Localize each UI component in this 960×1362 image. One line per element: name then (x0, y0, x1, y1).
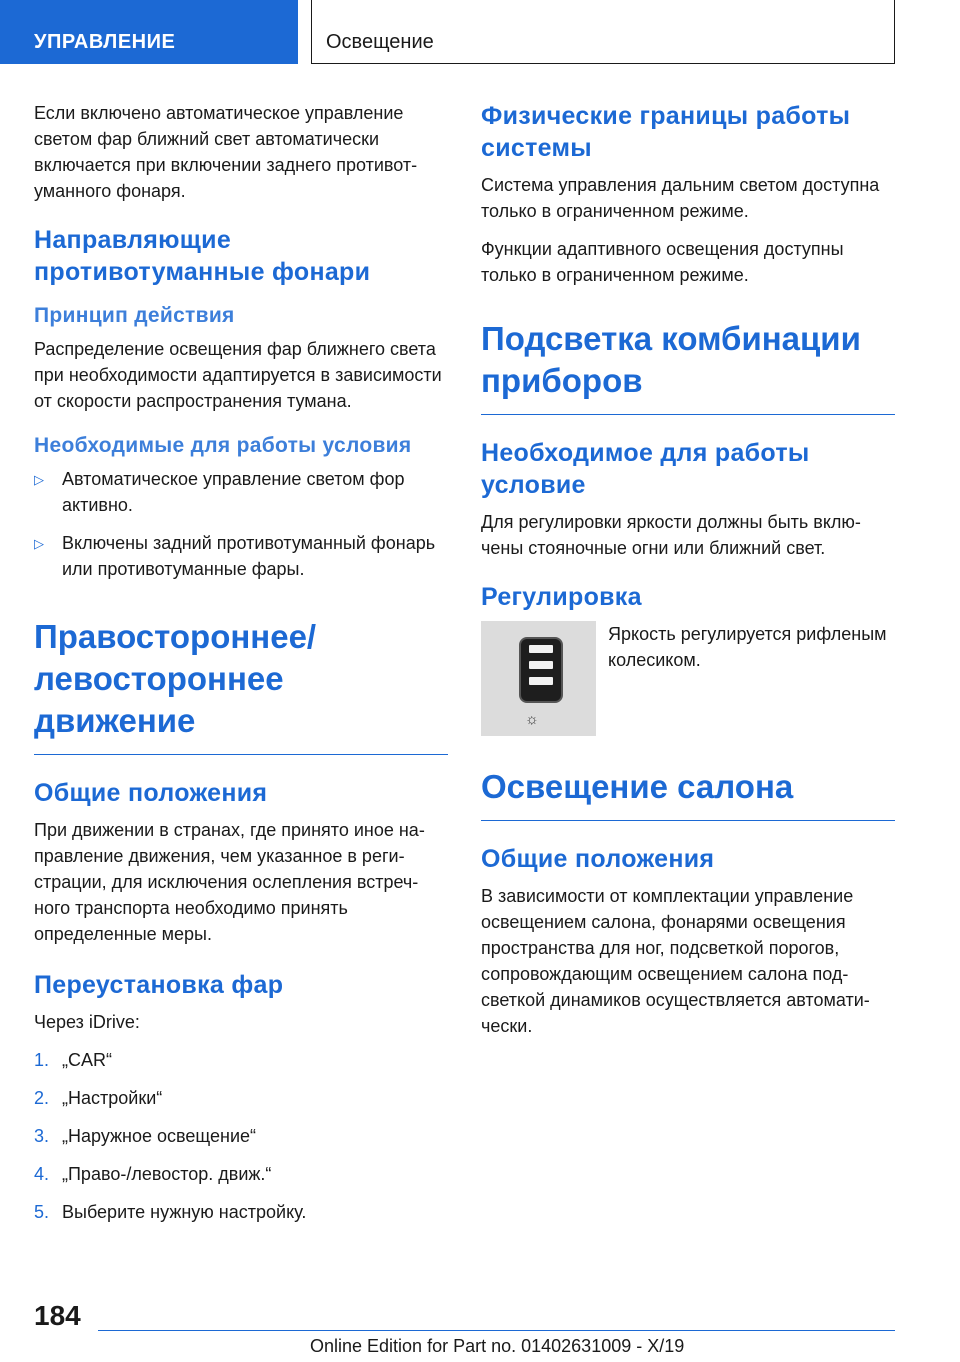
step-item: 5. Выберите нужную настройку. (34, 1202, 307, 1222)
instrument-lighting-heading: Подсветка комбинации приборов (481, 318, 895, 415)
step-item: 3. „Наружное освещение“ (34, 1126, 257, 1146)
limits-paragraph-2: Функции адаптивного освещения доступны только в ограниченном режиме. (481, 239, 844, 285)
list-item: ▷ Включены задний противотуманный фонарь или противотуманные фары. (34, 530, 448, 582)
reset-heading: Переустановка фар (34, 971, 284, 999)
limits-paragraph-1: Система управления дальним светом доступна только в ограниченном режиме. (481, 175, 880, 221)
principle-heading: Принцип действия (34, 304, 235, 327)
step-item: 4. „Право-/левостор. движ.“ (34, 1164, 272, 1184)
adjust-row (481, 621, 895, 736)
triangle-bullet-icon: ▷ (34, 472, 44, 487)
thumbwheel-photo (481, 621, 596, 736)
interior-lighting-heading: Освещение салона (481, 766, 895, 821)
step-item: 2. „Настройки“ (34, 1088, 163, 1108)
right-column (481, 100, 895, 1051)
requirement-paragraph: Для регулировки яркости должны быть включены стояночные огни или ближний свет. (481, 512, 861, 558)
traffic-heading: Правостороннее/ левостороннее движение (34, 616, 448, 755)
brightness-icon: ☼ (525, 711, 539, 728)
left-column (34, 100, 448, 1237)
triangle-bullet-icon: ▷ (34, 536, 44, 551)
chapter-tab: УПРАВЛЕНИЕ (0, 0, 298, 64)
general-paragraph: При движении в странах, где принято иное направление движения, чем указанное в регистрации, для исключения ослепления встречного транспорта необходимо принять определенные меры. (34, 820, 425, 944)
interior-paragraph: В зависимости от комплектации управление освещением салона, фонарями освещения пространства для ног, подсветкой порогов, сопровождающим освещением салона подсветкой динамиков осуществляется автоматически. (481, 886, 870, 1036)
requirement-heading: Необходимое для работы условие (481, 439, 810, 499)
thumbwheel (519, 637, 563, 703)
edition-text: Online Edition for Part no. 01402631009 - X/19 (310, 1336, 685, 1356)
list-item: ▷ Автоматическое управление светом фор активно. (34, 466, 448, 518)
via-idrive-text: Через iDrive: (34, 1012, 140, 1032)
section-title: Освещение (311, 0, 895, 64)
adjust-heading: Регулировка (481, 583, 642, 611)
footer-divider (98, 1330, 895, 1331)
adjust-paragraph: Яркость регулируется рифленым колесиком. (608, 624, 887, 670)
fog-lights-heading: Направляющие противотуманные фонари (34, 226, 371, 286)
intro-paragraph: Если включено автоматическое управление светом фар ближний свет автоматически включается при включении заднего противотуманного фонаря. (34, 103, 418, 201)
interior-general-heading: Общие положения (481, 845, 715, 873)
limits-heading: Физические границы работы системы (481, 102, 851, 162)
conditions-heading: Необходимые для работы условия (34, 434, 412, 457)
principle-paragraph: Распределение освещения фар ближнего света при необходимости адаптируется в зависимости от скорости распространения тумана. (34, 339, 442, 411)
step-item: 1. „CAR“ (34, 1050, 112, 1070)
general-heading: Общие положения (34, 779, 268, 807)
page-number: 184 (34, 1300, 81, 1331)
